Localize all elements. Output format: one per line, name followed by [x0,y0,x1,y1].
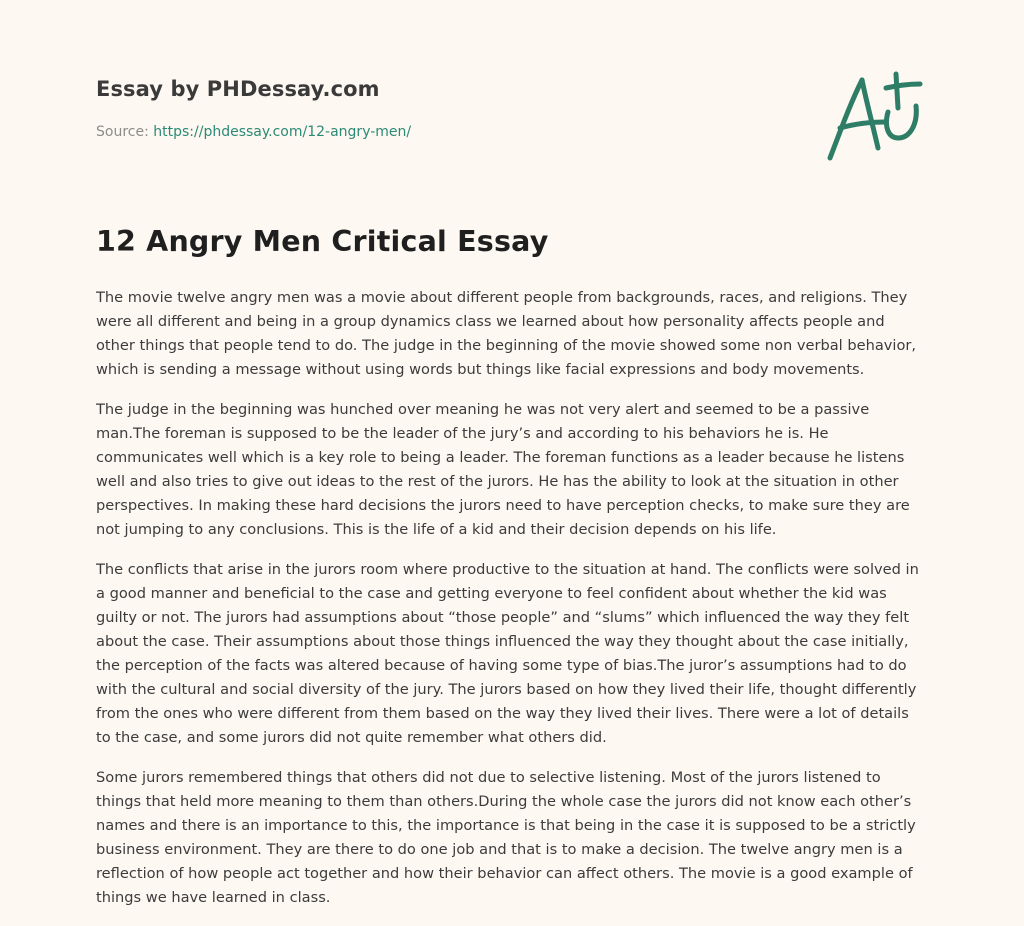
essay-title: 12 Angry Men Critical Essay [96,225,549,258]
essay-paragraph: The judge in the beginning was hunched over meaning he was not very alert and seemed to be a passive man.The foreman is supposed to be the leader of the jury’s and according to his behaviors he is. He communicates well which is a key role to being a leader. The foreman functions as a leader because he listens well and also tries to give out ideas to the rest of the jurors. He has the ability to look at the situation in other perspectives. In making these hard decisions the jurors need to have perception checks, to make sure they are not jumping to any conclusions. This is the life of a kid and their decision depends on his life. [96,401,910,538]
source-line [96,124,411,140]
essay-paragraph: The conflicts that arise in the jurors room where productive to the situation at hand. The conflicts were solved in a good manner and beneficial to the case and getting everyone to feel confident about whether the kid was guilty or not. The jurors had assumptions about “those people” and “slums” which influenced the way they felt about the case. Their assumptions about those things influenced the way they thought about the case initially, the perception of the facts was altered because of having some type of bias.The juror’s assumptions had to do with the cultural and social diversity of the jury. The jurors based on how they lived their life, thought differently from the ones who were different from them based on the way they lived their lives. There were a lot of details to the case, and some jurors did not quite remember what others did. [96,561,919,746]
essay-body [96,286,928,926]
essay-paragraph: Some jurors remembered things that others did not due to selective listening. Most of the jurors listened to things that held more meaning to them than others.During the whole case the jurors did not know each other’s names and there is an importance to this, the importance is that being in the case it is supposed to be a strictly business environment. They are there to do one job and that is to make a decision. The twelve angry men is a reflection of how people act together and how their behavior can affect others. The movie is a good example of things we have learned in class. [96,769,916,906]
source-link[interactable]: https://phdessay.com/12-angry-men/ [153,124,412,140]
brand-title: Essay by PHDessay.com [96,77,380,101]
essay-paragraph: The movie twelve angry men was a movie about different people from backgrounds, races, and religions. They were all different and being in a group dynamics class we learned about how personality affects people and other things that people tend to do. The judge in the beginning of the movie showed some non verbal behavior, which is sending a message without using words but things like facial expressions and body movements. [96,289,917,378]
source-label: Source: [96,124,154,140]
a-plus-logo-icon [826,66,930,166]
